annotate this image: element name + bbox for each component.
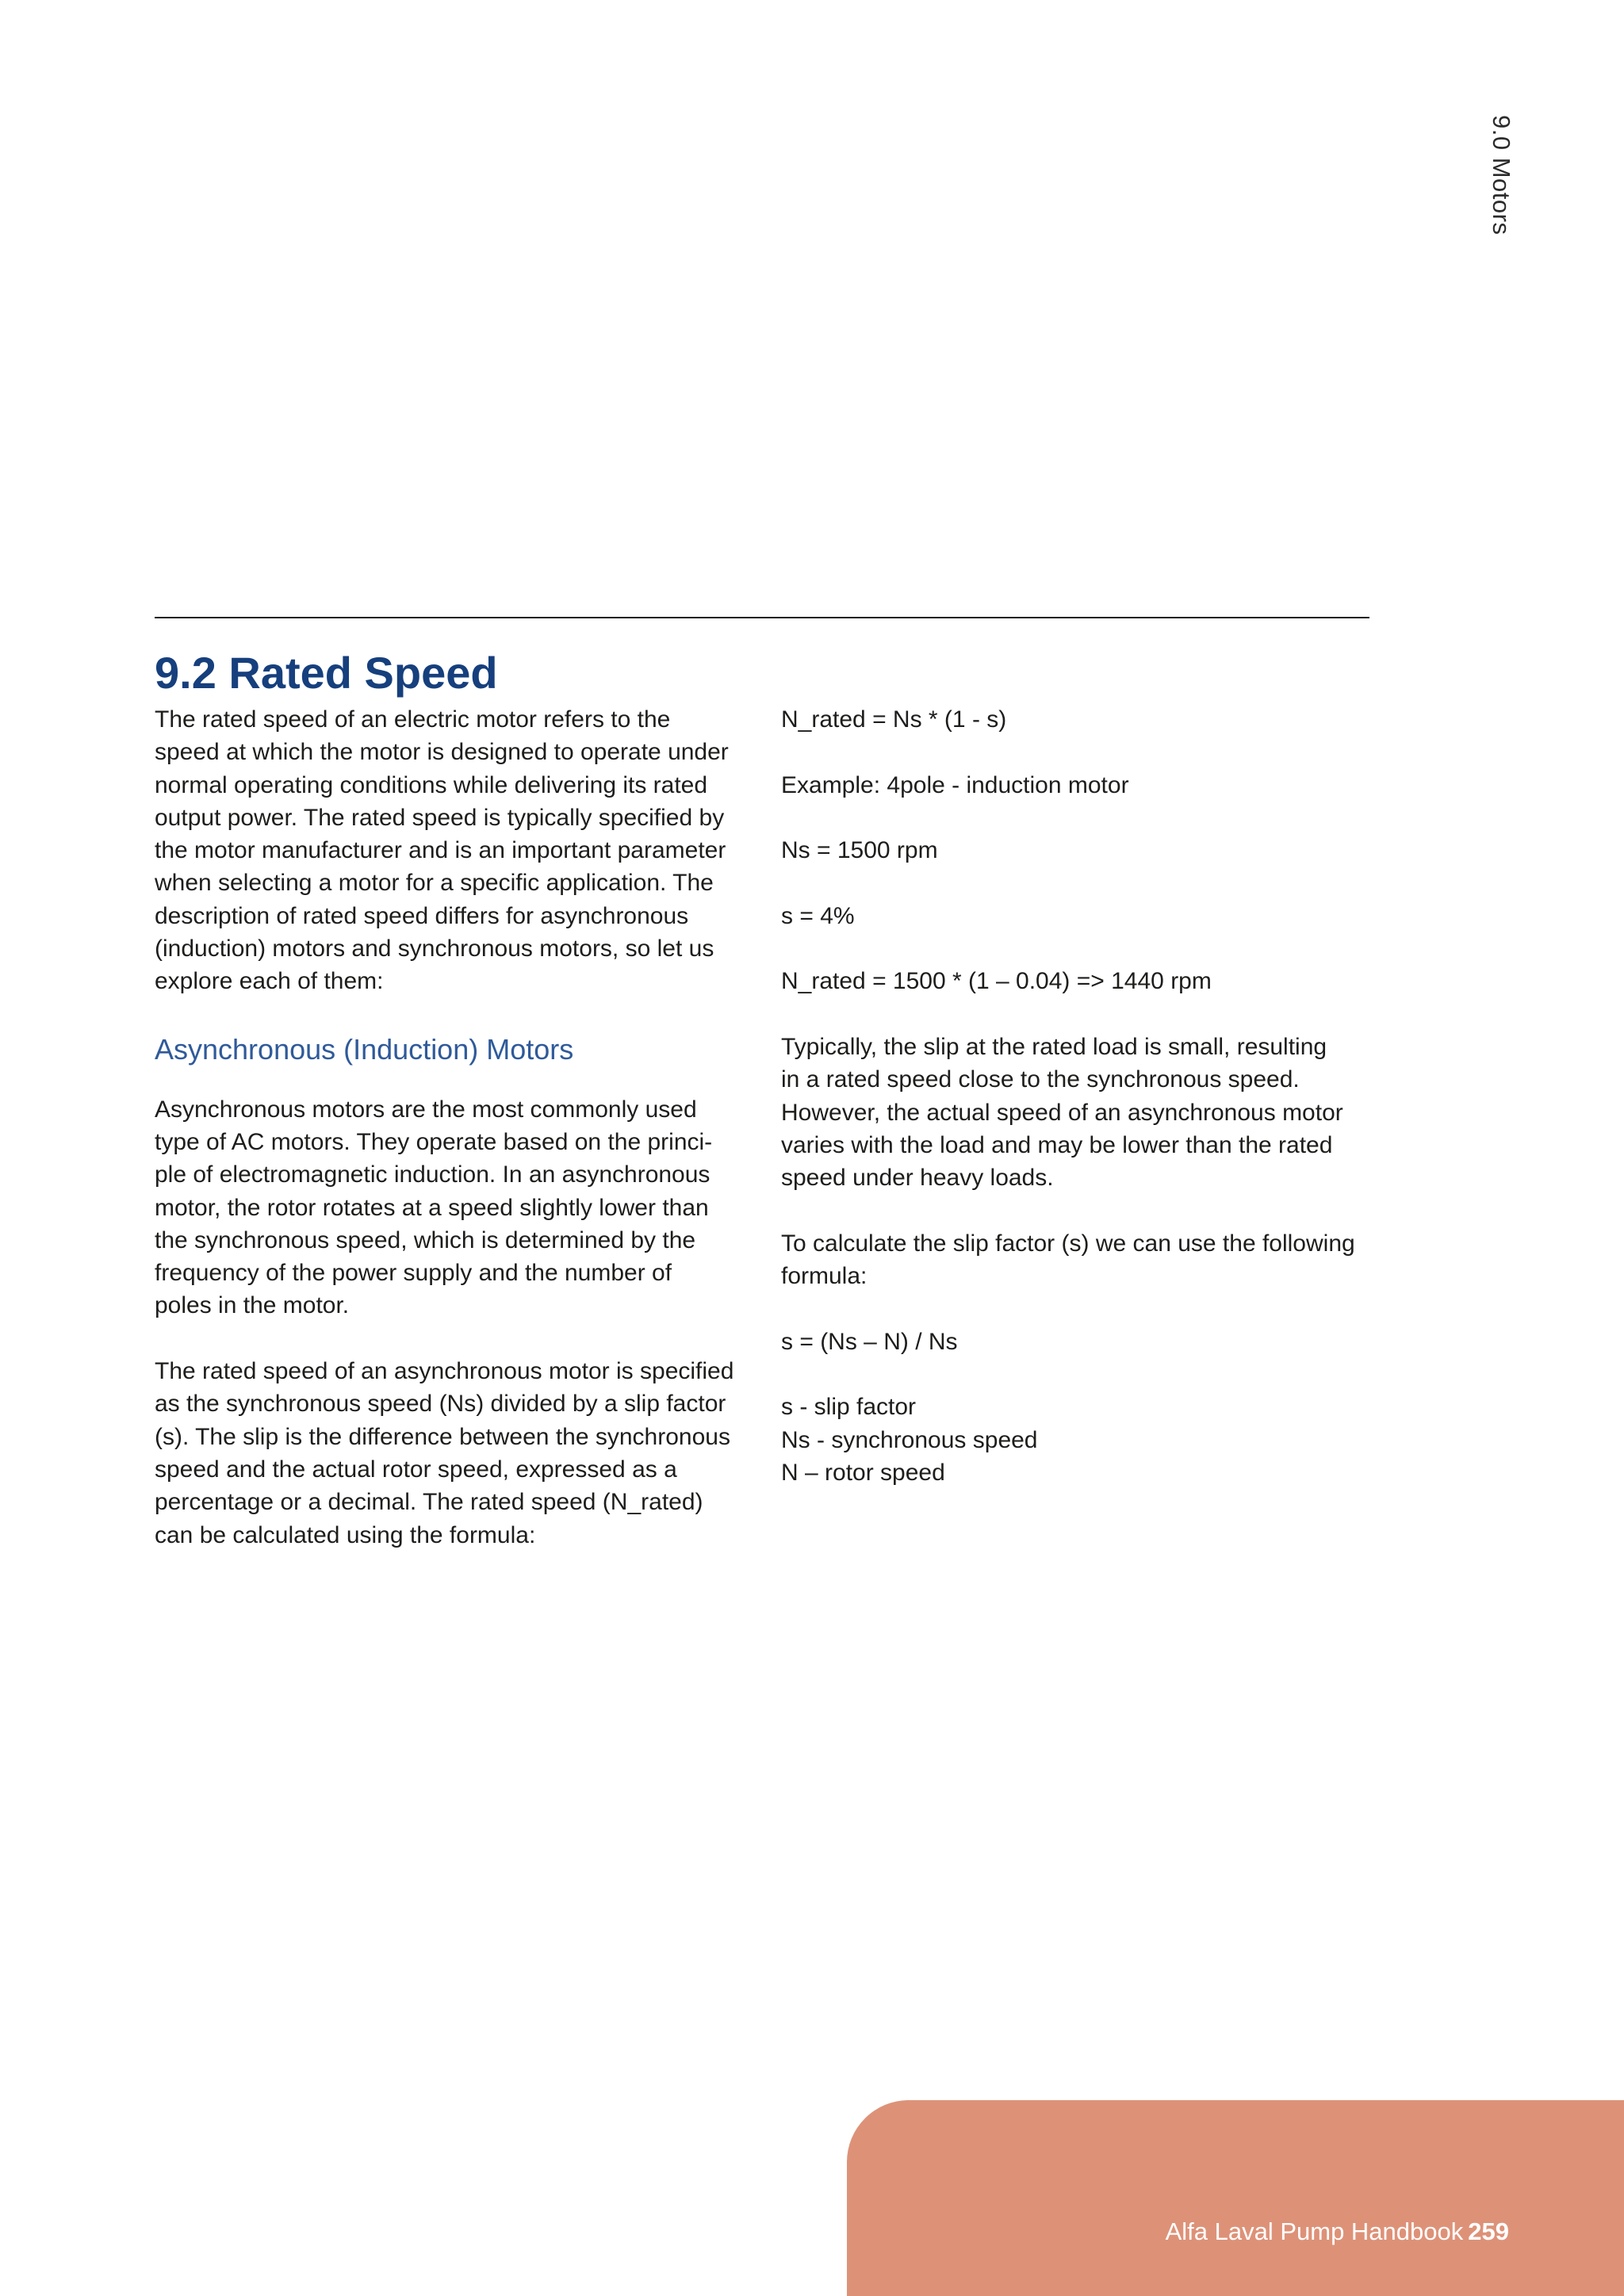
rated-speed-calculation: N_rated = 1500 * (1 – 0.04) => 1440 rpm: [781, 968, 1212, 995]
example-label: Example: 4pole - induction motor: [781, 771, 1129, 798]
footer-book-title: Alfa Laval Pump Handbook: [1165, 2218, 1464, 2245]
slip-explanation-paragraph: Typically, the slip at the rated load is small, resulting in a rated speed close to the synchronous speed. However, the actual speed of an asynchronous motor varies with the load and may be lower than the rated speed under heavy loads.: [781, 1033, 1343, 1192]
rated-speed-formula: N_rated = Ns * (1 - s): [781, 706, 1007, 733]
footer-band: [847, 2100, 1624, 2296]
page-number: 259: [1468, 2218, 1509, 2245]
chapter-side-tab: 9.0 Motors: [1488, 115, 1515, 235]
subsection-heading: Asynchronous (Induction) Motors: [155, 1032, 574, 1066]
rated-speed-paragraph: The rated speed of an asynchronous motor is specified as the synchronous speed (Ns) divided by a slip factor (s). The slip is the difference between the synchronous speed and the actual rotor speed, expressed as a percentage or a decimal. The rated speed (N_rated) can be calculated using the formula:: [155, 1358, 734, 1548]
slip-value: s = 4%: [781, 902, 855, 929]
intro-paragraph: The rated speed of an electric motor refers to the speed at which the motor is designed to operate under normal operating conditions while delivering its rated output power. The rated speed is typically specified by the motor manufacturer and is an important parameter when selecting a motor for a specific application. The description of rated speed differs for asynchronous (induction) motors and synchronous motors, so let us explore each of them:: [155, 706, 729, 995]
legend-synchronous-speed: Ns - synchronous speed: [781, 1426, 1038, 1453]
right-column: [781, 703, 1369, 1489]
legend-rotor-speed: N – rotor speed: [781, 1459, 945, 1486]
ns-value: Ns = 1500 rpm: [781, 837, 938, 864]
legend-slip-factor: s - slip factor: [781, 1394, 917, 1421]
slip-formula: s = (Ns – N) / Ns: [781, 1328, 958, 1355]
section-title: 9.2 Rated Speed: [155, 648, 498, 698]
section-divider: [155, 617, 1369, 618]
slip-formula-intro: To calculate the slip factor (s) we can use the following formula:: [781, 1230, 1355, 1290]
left-column: [155, 703, 748, 1552]
footer: [1166, 2218, 1509, 2246]
async-motors-paragraph: Asynchronous motors are the most commonly used type of AC motors. They operate based on the princi- ple of electromagnetic induction. In an asynchronous motor, the rotor rotates at a speed slightly lower than the synchronous speed, which is determined by the frequency of the power supply and the number of poles in the motor.: [155, 1096, 713, 1319]
